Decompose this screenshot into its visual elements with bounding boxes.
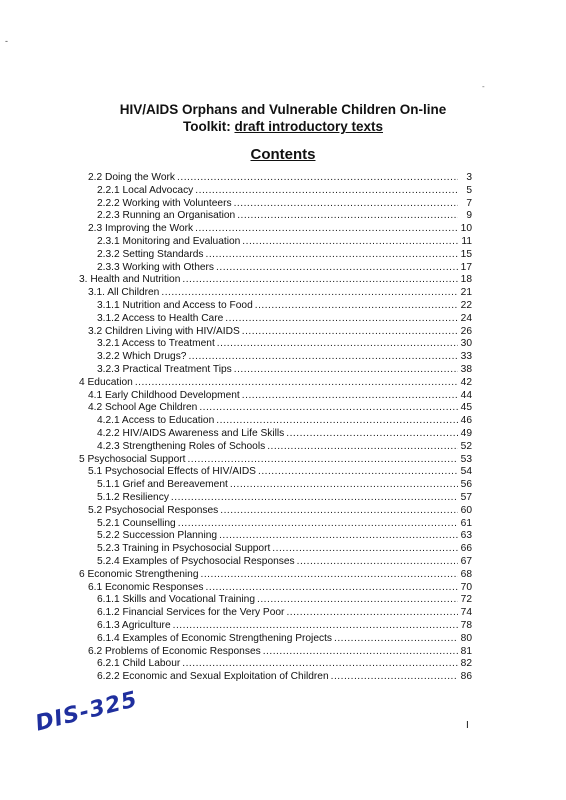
toc-entry[interactable] <box>97 492 472 505</box>
toc-entry[interactable] <box>97 441 472 454</box>
toc-entry-label: 3.1.1 Nutrition and Access to Food <box>97 300 253 311</box>
toc-entry-page: 61 <box>460 517 472 529</box>
page-number: I <box>466 720 469 731</box>
toc-entry-label: 2.3.2 Setting Standards <box>97 248 204 260</box>
toc-leader-dots <box>182 658 458 671</box>
toc-entry[interactable] <box>88 326 472 339</box>
toc-entry-page: 11 <box>461 236 472 247</box>
toc-entry-page: 54 <box>460 466 472 478</box>
toc-entry[interactable] <box>97 338 472 351</box>
toc-entry-label: 5.2.3 Training in Psychosocial Support <box>97 543 271 555</box>
toc-entry-page: 86 <box>460 671 472 683</box>
toc-leader-dots <box>267 441 458 454</box>
toc-entry-label: 6.1 Economic Responses <box>88 581 204 593</box>
toc-entry[interactable] <box>88 390 472 403</box>
toc-entry-label: 5.2.2 Succession Planning <box>97 530 218 542</box>
toc-entry-page: 33 <box>460 351 472 363</box>
title-underlined: draft introductory texts <box>234 119 383 134</box>
toc-entry[interactable] <box>88 582 472 595</box>
toc-leader-dots <box>242 236 458 249</box>
toc-entry-page: 57 <box>460 492 472 503</box>
toc-entry-page: 63 <box>460 530 472 542</box>
toc-entry[interactable] <box>97 415 472 428</box>
toc-entry-label: 4.1 Early Childhood Development <box>88 389 240 401</box>
toc-leader-dots <box>206 582 458 595</box>
toc-leader-dots <box>234 198 458 211</box>
toc-entry-page: 10 <box>460 223 472 235</box>
document-title-line1: HIV/AIDS Orphans and Vulnerable Children On-line <box>119 102 447 117</box>
toc-entry-page: 81 <box>460 645 472 657</box>
toc-entry-label: 5.1 Psychosocial Effects of HIV/AIDS <box>88 466 256 478</box>
toc-leader-dots <box>334 633 458 646</box>
toc-entry[interactable] <box>88 172 472 185</box>
toc-entry[interactable] <box>97 530 472 543</box>
toc-entry-label: 3.2.1 Access to Treatment <box>97 338 215 350</box>
toc-entry[interactable] <box>97 210 472 223</box>
toc-entry[interactable] <box>88 466 472 479</box>
toc-entry-page: 24 <box>460 312 472 324</box>
toc-leader-dots <box>219 530 458 543</box>
toc-entry[interactable] <box>97 620 472 633</box>
toc-entry-label: 2.2.3 Running an Organisation <box>97 210 236 222</box>
toc-entry[interactable] <box>97 249 472 262</box>
toc-entry-label: 4.2.2 HIV/AIDS Awareness and Life Skills <box>97 428 285 439</box>
toc-entry-page: 21 <box>460 287 472 299</box>
toc-entry-page: 72 <box>460 594 472 606</box>
toc-leader-dots <box>234 364 458 377</box>
toc-entry-page: 38 <box>460 364 472 375</box>
toc-leader-dots <box>182 274 458 287</box>
toc-leader-dots <box>263 646 458 659</box>
toc-leader-dots <box>331 671 458 684</box>
toc-entry-page: 26 <box>460 325 472 337</box>
toc-entry-label: 5.2.4 Examples of Psychosocial Responses <box>97 556 295 567</box>
toc-leader-dots <box>220 505 458 518</box>
toc-entry-page: 30 <box>460 338 472 350</box>
toc-entry-label: 5 Psychosocial Support <box>79 453 186 465</box>
scan-mark: - <box>5 36 8 46</box>
toc-leader-dots <box>255 300 458 313</box>
toc-entry-page: 42 <box>460 376 472 388</box>
toc-entry[interactable] <box>97 518 472 531</box>
toc-entry-page: 68 <box>460 568 472 580</box>
toc-leader-dots <box>161 287 458 300</box>
toc-leader-dots <box>242 390 458 403</box>
toc-entry-page: 53 <box>460 453 472 465</box>
toc-entry[interactable] <box>79 569 472 582</box>
toc-entry[interactable] <box>97 300 472 313</box>
toc-leader-dots <box>272 543 458 556</box>
document-title-line2 <box>0 118 566 135</box>
toc-leader-dots <box>188 351 458 364</box>
toc-leader-dots <box>135 377 458 390</box>
toc-leader-dots <box>258 466 458 479</box>
toc-entry-label: 6.1.4 Examples of Economic Strengthening Projects <box>97 632 333 644</box>
toc-entry-page: 78 <box>460 620 472 631</box>
toc-entry[interactable] <box>97 313 472 326</box>
toc-entry-page: 80 <box>460 632 472 644</box>
toc-entry-label: 6 Economic Strengthening <box>79 568 199 580</box>
toc-entry-label: 3.1. All Children <box>88 287 160 299</box>
toc-leader-dots <box>216 262 458 275</box>
handwritten-stamp: DIS-325 <box>32 687 141 737</box>
toc-leader-dots <box>297 556 458 569</box>
toc-entry[interactable] <box>97 658 472 671</box>
toc-entry-label: 3.2.3 Practical Treatment Tips <box>97 364 232 375</box>
toc-leader-dots <box>217 338 458 351</box>
toc-entry-label: 2.2 Doing the Work <box>88 172 176 183</box>
toc-entry[interactable] <box>88 402 472 415</box>
toc-leader-dots <box>195 223 458 236</box>
toc-entry-label: 3.2 Children Living with HIV/AIDS <box>88 325 240 337</box>
toc-entry-page: 66 <box>460 543 472 555</box>
toc-entry-page: 56 <box>460 479 472 491</box>
toc-leader-dots <box>257 594 458 607</box>
toc-entry-label: 2.3.1 Monitoring and Evaluation <box>97 236 241 247</box>
toc-entry-page: 82 <box>460 658 472 670</box>
title-prefix: Toolkit: <box>182 119 235 134</box>
toc-entry[interactable] <box>97 633 472 646</box>
toc-entry-page: 49 <box>460 428 472 439</box>
toc-entry[interactable] <box>97 607 472 620</box>
toc-leader-dots <box>205 249 458 262</box>
toc-entry[interactable] <box>97 428 472 441</box>
toc-entry-label: 3.1.2 Access to Health Care <box>97 312 224 324</box>
toc-entry-label: 4 Education <box>79 376 133 388</box>
toc-leader-dots <box>242 326 458 339</box>
toc-leader-dots <box>230 479 458 492</box>
toc-entry[interactable] <box>97 198 472 211</box>
toc-entry-page: 52 <box>460 440 472 452</box>
toc-leader-dots <box>201 569 459 582</box>
toc-entry-label: 6.2.1 Child Labour <box>97 658 181 670</box>
toc-leader-dots <box>187 454 458 467</box>
toc-leader-dots <box>178 518 458 531</box>
toc-entry-page: 18 <box>460 274 472 286</box>
toc-entry[interactable] <box>97 479 472 492</box>
toc-entry-label: 5.2.1 Counselling <box>97 517 176 529</box>
toc-entry-label: 6.1.2 Financial Services for the Very Poor <box>97 607 285 619</box>
toc-entry-page: 74 <box>460 607 472 619</box>
toc-leader-dots <box>216 415 458 428</box>
toc-leader-dots <box>173 620 458 633</box>
toc-entry-page: 15 <box>460 248 472 260</box>
toc-leader-dots <box>286 428 458 441</box>
toc-entry-page: 17 <box>460 261 472 273</box>
toc-entry-page: 9 <box>466 210 472 222</box>
toc-entry[interactable] <box>97 364 472 377</box>
toc-entry[interactable] <box>97 236 472 249</box>
toc-entry[interactable] <box>97 185 472 198</box>
toc-entry-page: 22 <box>460 300 472 311</box>
toc-entry-page: 7 <box>466 197 472 209</box>
toc-entry-page: 45 <box>460 402 472 414</box>
toc-entry-page: 60 <box>460 504 472 516</box>
toc-entry-page: 3 <box>466 172 472 183</box>
toc-entry[interactable] <box>88 505 472 518</box>
toc-entry[interactable] <box>97 594 472 607</box>
toc-entry-label: 2.3 Improving the Work <box>88 223 194 235</box>
toc-leader-dots <box>199 402 458 415</box>
toc-entry-page: 44 <box>460 389 472 401</box>
toc-entry-label: 6.1.1 Skills and Vocational Training <box>97 594 256 606</box>
toc-entry-label: 4.2 School Age Children <box>88 402 198 414</box>
toc-entry[interactable] <box>88 646 472 659</box>
toc-entry-label: 2.2.1 Local Advocacy <box>97 184 194 196</box>
toc-entry-label: 6.2 Problems of Economic Responses <box>88 645 261 657</box>
toc-entry[interactable] <box>97 262 472 275</box>
toc-entry-page: 46 <box>460 415 472 427</box>
toc-leader-dots <box>286 607 458 620</box>
toc-entry-label: 6.2.2 Economic and Sexual Exploitation of Children <box>97 671 329 683</box>
toc-entry[interactable] <box>79 377 472 390</box>
toc-entry-label: 5.1.2 Resiliency <box>97 492 169 503</box>
toc-entry-page: 70 <box>460 581 472 593</box>
toc-leader-dots <box>177 172 458 185</box>
toc-entry-label: 4.2.3 Strengthening Roles of Schools <box>97 440 266 452</box>
toc-entry[interactable] <box>79 274 472 287</box>
toc-entry-label: 5.2 Psychosocial Responses <box>88 504 219 516</box>
toc-entry-page: 5 <box>466 184 472 196</box>
toc-entry-label: 3. Health and Nutrition <box>79 274 181 286</box>
toc-entry-label: 3.2.2 Which Drugs? <box>97 351 187 363</box>
toc-entry[interactable] <box>97 671 472 684</box>
toc-leader-dots <box>237 210 458 223</box>
toc-entry[interactable] <box>79 454 472 467</box>
toc-leader-dots <box>195 185 458 198</box>
toc-entry[interactable] <box>97 556 472 569</box>
toc-entry-page: 67 <box>460 556 472 567</box>
toc-entry[interactable] <box>97 543 472 556</box>
toc-entry-label: 2.2.2 Working with Volunteers <box>97 197 232 209</box>
toc-entry-label: 5.1.1 Grief and Bereavement <box>97 479 228 491</box>
toc-entry[interactable] <box>88 223 472 236</box>
toc-entry-label: 6.1.3 Agriculture <box>97 620 171 631</box>
contents-heading: Contents <box>250 146 316 163</box>
toc-entry[interactable] <box>97 351 472 364</box>
toc-entry[interactable] <box>88 287 472 300</box>
scan-mark: - <box>482 82 485 91</box>
toc-leader-dots <box>225 313 458 326</box>
toc-leader-dots <box>171 492 458 505</box>
toc-entry-label: 4.2.1 Access to Education <box>97 415 215 427</box>
toc-entry-label: 2.3.3 Working with Others <box>97 261 215 273</box>
